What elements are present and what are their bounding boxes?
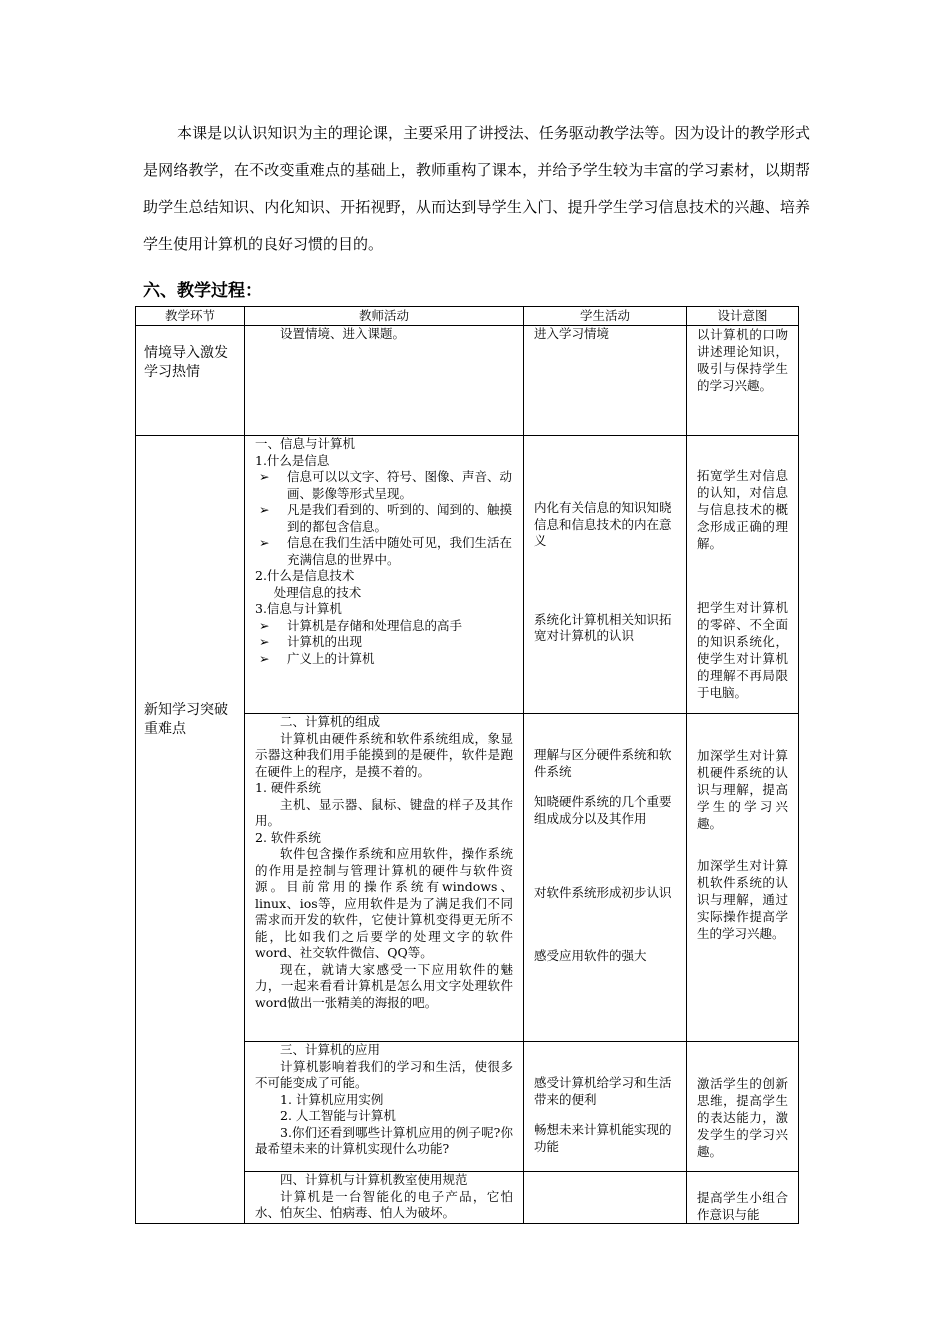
teacher-text: 现在，就请大家感受一下应用软件的魅力，一起来看看计算机是怎么用文字处理软件word做出一张精美的海报的吧。 [255, 961, 513, 1010]
teacher-text: 计算机由硬件系统和软件系统组成，象显示器这种我们用手能摸到的是硬件，软件是跑在硬件上的程序，是摸不着的。 [255, 730, 513, 779]
student-text: 系统化计算机相关知识拓宽对计算机的认识 [534, 611, 672, 643]
teacher-text: 1. 计算机应用实例 [280, 1091, 384, 1107]
design-text: 激活学生的创新思维，提高学生的表达能力，激发学生的学习兴趣。 [697, 1076, 788, 1159]
bullet-icon: ➢ [259, 469, 270, 484]
teacher-text: 1. 硬件系统 [255, 780, 321, 795]
student-cell-3 [524, 714, 687, 1042]
student-text: 理解与区分硬件系统和软件系统 [534, 747, 672, 779]
design-cell-3 [687, 714, 799, 1042]
teacher-text: 计算机是存储和处理信息的高手 [287, 617, 463, 633]
teacher-text: 2.什么是信息技术 [255, 568, 355, 583]
table-row [136, 436, 799, 714]
design-cell-1 [687, 326, 799, 436]
teacher-cell-1 [245, 326, 524, 436]
teacher-text: 处理信息的技术 [273, 584, 362, 600]
teaching-process-table [135, 306, 799, 1224]
student-text: 感受计算机给学习和生活带来的便利 [534, 1075, 672, 1107]
design-text: 提高学生小组合作意识与能 [697, 1190, 788, 1222]
table-row [136, 326, 799, 436]
student-text: 内化有关信息的知识知晓信息和信息技术的内在意义 [534, 500, 672, 548]
teacher-text: 设置情境、进入课题。 [280, 326, 406, 341]
teacher-cell-5 [245, 1172, 524, 1224]
header-teacher: 教师活动 [245, 307, 524, 326]
teacher-text: 凡是我们看到的、听到的、闻到的、触摸到的都包含信息。 [287, 502, 513, 534]
design-text: 拓宽学生对信息的认知，对信息与信息技术的概念形成正确的理解。 [697, 468, 788, 551]
teacher-text: 1.什么是信息 [255, 452, 330, 468]
intro-text: 本课是以认识知识为主的理论课，主要采用了讲授法、任务驱动教学法等。因为设计的教学形式是网络教学，在不改变重难点的基础上，教师重构了课本，并给予学生较为丰富的学习素材，以期帮助学生总结知识、内化知识、开拓视野，从而达到导学生入门、提升学生学习信息技术的兴趣、培养学生使用计算机的良好习惯的目的。 [143, 124, 810, 253]
teacher-cell-2 [245, 436, 524, 714]
design-cell-4 [687, 1042, 799, 1172]
teacher-text: 3.信息与计算机 [255, 601, 342, 616]
teacher-text: 信息可以以文字、符号、图像、声音、动画、影像等形式呈现。 [287, 469, 513, 501]
header-student: 学生活动 [524, 307, 687, 326]
teacher-text: 3.你们还看到哪些计算机应用的例子呢?你最希望未来的计算机实现什么功能? [255, 1124, 513, 1156]
stage-cell-2: 新知学习突破重难点 [136, 436, 245, 1224]
bullet-icon: ➢ [259, 535, 270, 550]
bullet-icon: ➢ [259, 634, 270, 649]
design-text: 把学生对计算机的零碎、不全面的知识系统化，使学生对计算机的理解不再局限于电脑。 [697, 600, 788, 700]
teacher-cell-4 [245, 1042, 524, 1172]
teacher-cell-3 [245, 714, 524, 1042]
bullet-icon: ➢ [259, 650, 270, 666]
design-text: 以计算机的口吻讲述理论知识，吸引与保持学生的学习兴趣。 [697, 327, 788, 393]
intro-paragraph [143, 115, 810, 263]
student-text: 知晓硬件系统的几个重要组成成分以及其作用 [534, 794, 672, 826]
student-cell-1 [524, 326, 687, 436]
teacher-text: 2. 人工智能与计算机 [280, 1108, 396, 1123]
stage-cell-1: 情境导入激发学习热情 [136, 326, 245, 436]
teacher-text: 软件包含操作系统和应用软件，操作系统的作用是控制与管理计算机的硬件与软件资源。目前常用的操作系统有windows、linux、ios等，应用软件是为了满足我们不同需求而开发的软件，它使计算机变得更无所不能，比如我们之后要学的处理文字的软件word、社交软件微信、QQ等。 [255, 846, 513, 960]
design-text: 加深学生对计算机软件系统的认识与理解，通过实际操作提高学生的学习兴趣。 [697, 858, 788, 941]
bullet-icon: ➢ [259, 502, 270, 517]
teacher-text: 计算机的出现 [287, 634, 363, 649]
section-title: 六、教学过程： [143, 281, 262, 301]
teacher-text: 2. 软件系统 [255, 829, 321, 845]
header-design: 设计意图 [687, 307, 799, 326]
student-text: 对软件系统形成初步认识 [534, 885, 672, 900]
teacher-text: 计算机影响着我们的学习和生活，使很多不可能变成了可能。 [255, 1058, 513, 1090]
teacher-text: 广义上的计算机 [287, 650, 375, 666]
teacher-text: 二、计算机的组成 [280, 714, 381, 729]
student-text: 进入学习情境 [534, 326, 610, 341]
design-text: 加深学生对计算机硬件系统的认识与理解，提高学生的学习兴趣。 [697, 748, 788, 831]
teacher-text: 四、计算机与计算机教室使用规范 [280, 1172, 468, 1187]
student-text: 感受应用软件的强大 [534, 947, 647, 963]
teacher-text: 三、计算机的应用 [280, 1042, 381, 1057]
teacher-text: 计算机是一台智能化的电子产品，它怕水、怕灰尘、怕病毒、怕人为破坏。 [255, 1188, 513, 1220]
student-cell-2 [524, 436, 687, 714]
header-stage: 教学环节 [136, 307, 245, 326]
student-cell-5 [524, 1172, 687, 1224]
teacher-text: 主机、显示器、鼠标、键盘的样子及其作用。 [255, 796, 513, 828]
student-text: 畅想未来计算机能实现的功能 [534, 1122, 672, 1154]
teacher-text: 信息在我们生活中随处可见，我们生活在充满信息的世界中。 [287, 535, 513, 567]
table-header-row [136, 307, 799, 326]
bullet-icon: ➢ [259, 617, 270, 633]
design-cell-5 [687, 1172, 799, 1224]
teacher-text: 一、信息与计算机 [255, 436, 356, 451]
design-cell-2 [687, 436, 799, 714]
student-cell-4 [524, 1042, 687, 1172]
